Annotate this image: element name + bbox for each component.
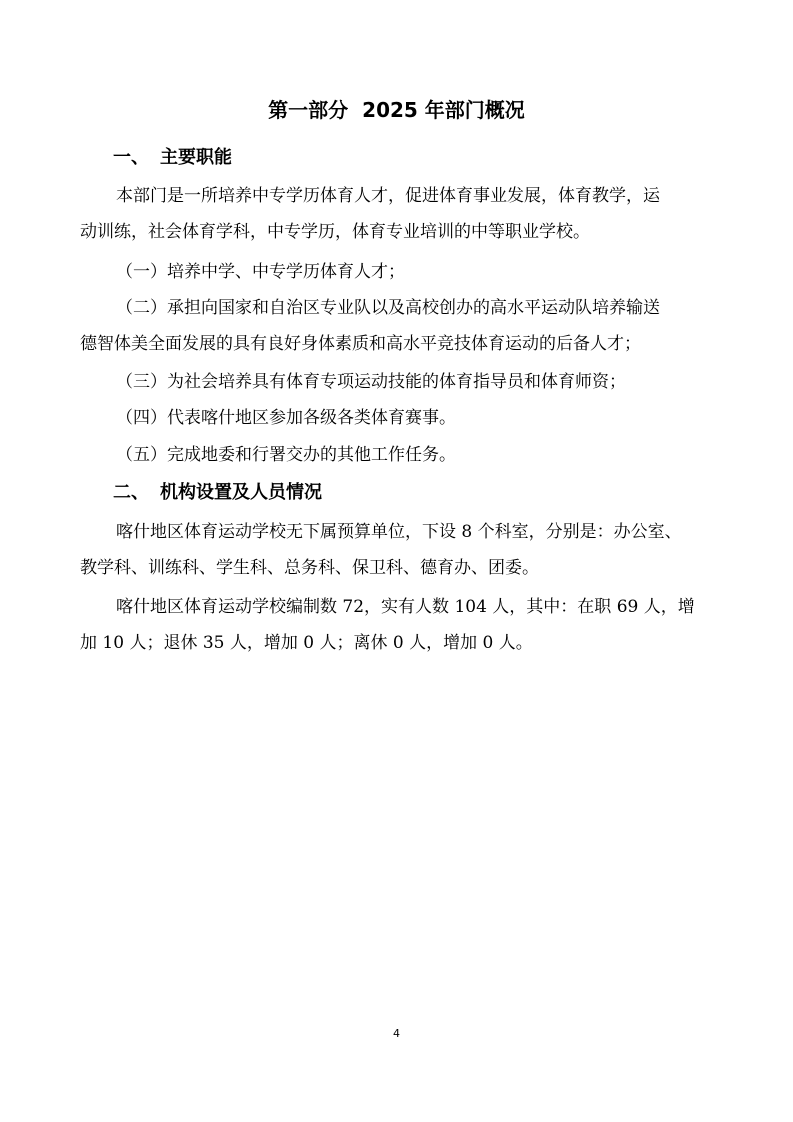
paragraph-line: 本部门是一所培养中专学历体育人才，促进体育事业发展，体育教学，运 — [116, 186, 660, 206]
section-heading-main-functions — [113, 145, 232, 171]
paragraph-departments — [80, 514, 720, 586]
paragraph-line: 教学科、训练科、学生科、总务科、保卫科、德育办、团委。 — [80, 558, 539, 578]
section-number: 二、 — [113, 482, 149, 503]
paragraph-staffing — [80, 589, 720, 661]
paragraph-line: （三）为社会培养具有体育专项运动技能的体育指导员和体育师资； — [116, 372, 626, 392]
paragraph-line: 加 10 人；退休 35 人，增加 0 人；离休 0 人，增加 0 人。 — [80, 633, 533, 653]
paragraph-line: （五）完成地委和行署交办的其他工作任务。 — [116, 445, 456, 465]
paragraph-line: （一）培养中学、中专学历体育人才； — [116, 262, 405, 282]
paragraph-line: 喀什地区体育运动学校无下属预算单位，下设 8 个科室，分别是：办公室、 — [116, 522, 682, 542]
section-number: 一、 — [113, 147, 149, 168]
paragraph-line: 德智体美全面发展的具有良好身体素质和高水平竞技体育运动的后备人才； — [80, 334, 641, 354]
list-item-function-1 — [80, 254, 720, 290]
title-part: 第一部分 — [268, 98, 349, 122]
page-number: 4 — [393, 1027, 400, 1040]
paragraph-line: 喀什地区体育运动学校编制数 72，实有人数 104 人，其中：在职 69 人，增 — [116, 597, 695, 617]
section-title: 机构设置及人员情况 — [160, 482, 322, 503]
section-title: 主要职能 — [160, 147, 232, 168]
paragraph-line: 动训练，社会体育学科，中专学历，体育专业培训的中等职业学校。 — [80, 222, 590, 242]
paragraph-intro — [80, 178, 720, 250]
list-item-function-4 — [80, 400, 720, 436]
title-text: 2025 年部门概况 — [362, 98, 525, 122]
page-title — [0, 96, 793, 124]
paragraph-line: （四）代表喀什地区参加各级各类体育赛事。 — [116, 408, 456, 428]
list-item-function-5 — [80, 437, 720, 473]
paragraph-line: （二）承担向国家和自治区专业队以及高校创办的高水平运动队培养输送 — [116, 298, 660, 318]
section-heading-organization — [113, 480, 322, 506]
list-item-function-2 — [80, 290, 720, 362]
list-item-function-3 — [80, 364, 720, 400]
